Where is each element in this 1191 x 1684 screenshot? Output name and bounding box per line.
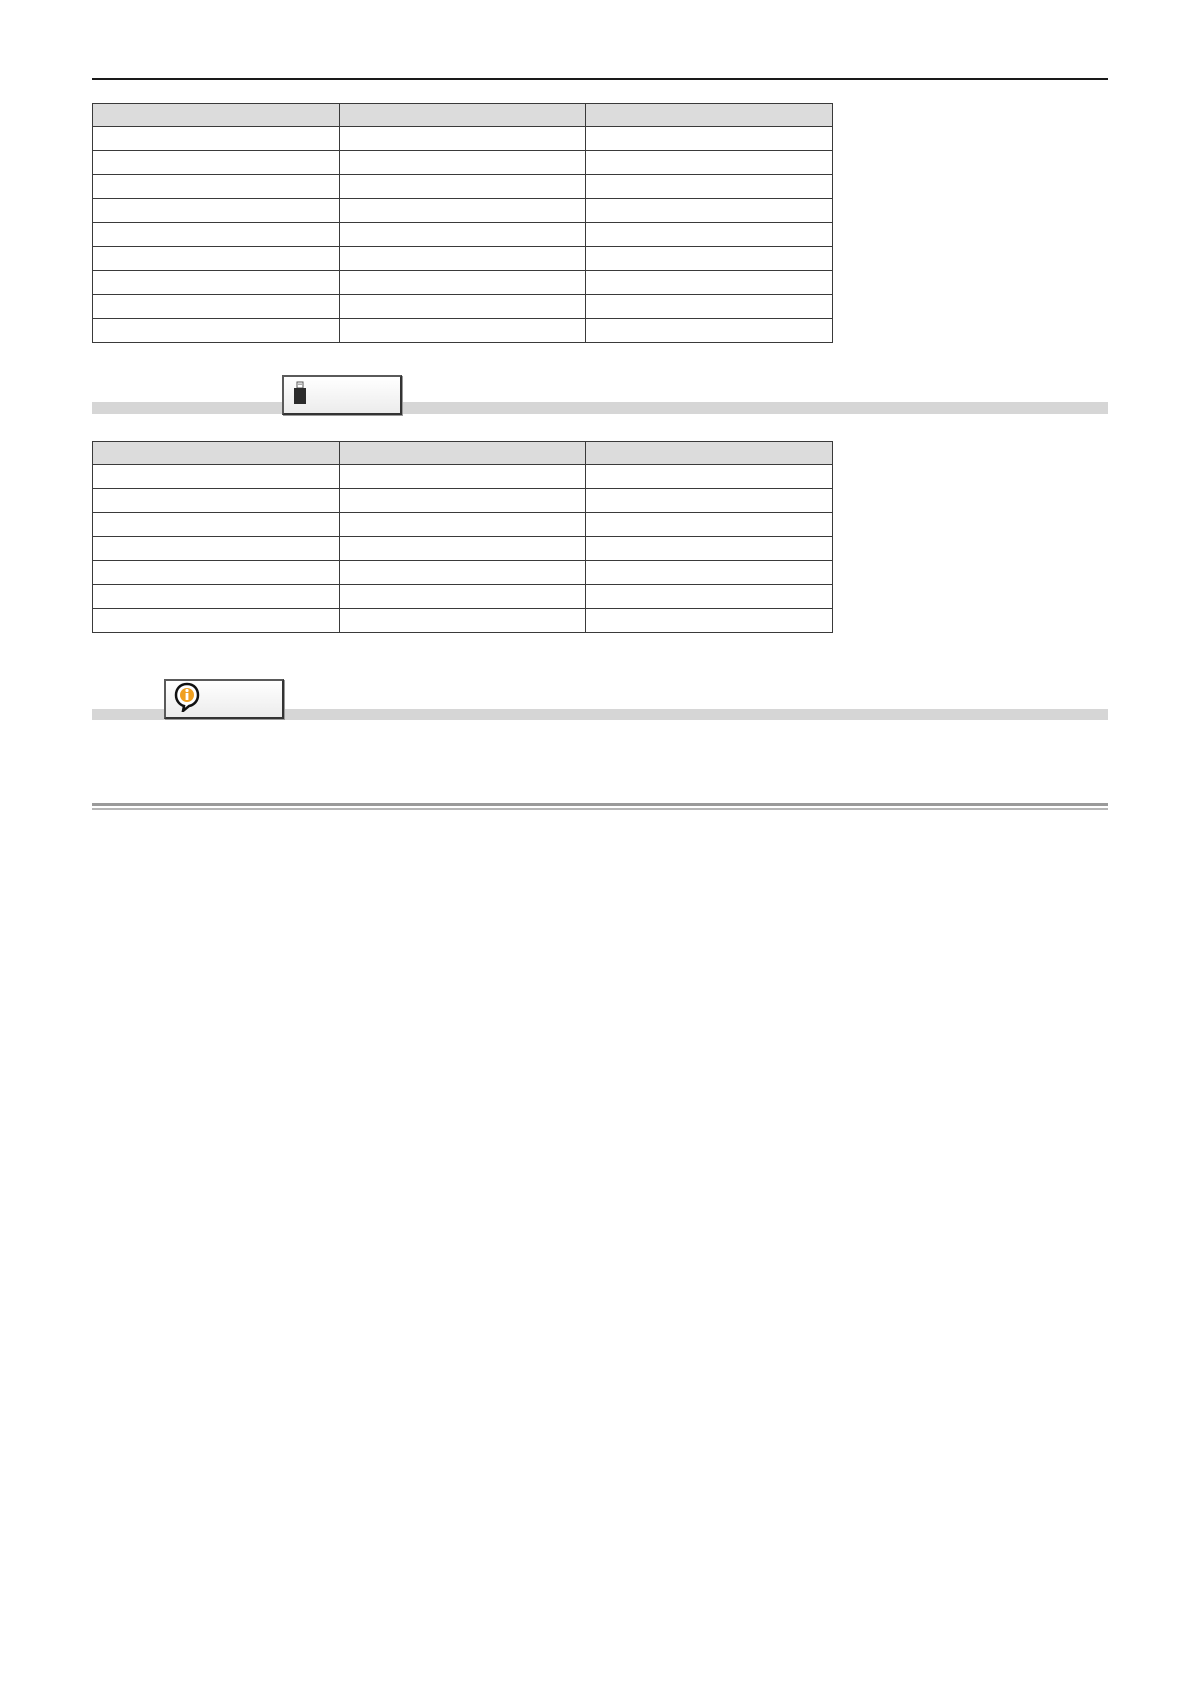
table-header-row	[93, 442, 833, 465]
table-cell	[93, 271, 340, 295]
table-cell	[586, 561, 833, 585]
table-row	[93, 489, 833, 513]
table-cell	[339, 295, 586, 319]
table-cell	[339, 151, 586, 175]
table-cell	[586, 223, 833, 247]
table-cell	[93, 175, 340, 199]
table-header-cell	[93, 442, 340, 465]
spec-table-1	[92, 103, 833, 343]
table-row	[93, 127, 833, 151]
table-cell	[339, 513, 586, 537]
table-cell	[586, 151, 833, 175]
table-row	[93, 199, 833, 223]
table-row	[93, 319, 833, 343]
table-cell	[339, 175, 586, 199]
table-row	[93, 465, 833, 489]
spec-table-2	[92, 441, 833, 633]
table-cell	[93, 295, 340, 319]
table-row	[93, 247, 833, 271]
table-cell	[586, 199, 833, 223]
table-cell	[93, 127, 340, 151]
usb-memory-icon	[292, 381, 308, 410]
table-header-row	[93, 104, 833, 127]
table-cell	[586, 127, 833, 151]
table-cell	[339, 561, 586, 585]
table-cell	[339, 247, 586, 271]
table-cell	[586, 609, 833, 633]
table-header-cell	[586, 104, 833, 127]
table-cell	[586, 271, 833, 295]
table-cell	[93, 561, 340, 585]
table-row	[93, 223, 833, 247]
table-cell	[586, 537, 833, 561]
table-cell	[586, 295, 833, 319]
table-cell	[93, 151, 340, 175]
table-row	[93, 151, 833, 175]
info-section-tab	[164, 679, 284, 719]
table-header-cell	[93, 104, 340, 127]
table-row	[93, 537, 833, 561]
page-top-rule	[92, 78, 1108, 80]
table-cell	[339, 127, 586, 151]
table-header-cell	[586, 442, 833, 465]
table-cell	[339, 585, 586, 609]
section-divider-band	[92, 402, 1108, 414]
table-cell	[586, 175, 833, 199]
table-cell	[339, 537, 586, 561]
table-row	[93, 271, 833, 295]
table-row	[93, 295, 833, 319]
table-cell	[93, 489, 340, 513]
table-cell	[339, 199, 586, 223]
table-header-cell	[339, 104, 586, 127]
table-cell	[93, 223, 340, 247]
table-row	[93, 561, 833, 585]
table-cell	[93, 513, 340, 537]
table-header-cell	[339, 442, 586, 465]
usb-section-tab	[282, 375, 402, 415]
table-row	[93, 609, 833, 633]
table-cell	[586, 513, 833, 537]
table-cell	[93, 199, 340, 223]
table-cell	[586, 465, 833, 489]
table-cell	[93, 537, 340, 561]
table-cell	[93, 609, 340, 633]
table-cell	[339, 465, 586, 489]
table-cell	[339, 319, 586, 343]
table-row	[93, 585, 833, 609]
table-cell	[586, 489, 833, 513]
table-cell	[339, 609, 586, 633]
table-row	[93, 175, 833, 199]
table-cell	[93, 319, 340, 343]
table-cell	[586, 319, 833, 343]
info-icon	[174, 682, 200, 717]
page-bottom-rule-secondary	[92, 808, 1108, 810]
table-cell	[586, 247, 833, 271]
table-cell	[93, 247, 340, 271]
table-cell	[339, 271, 586, 295]
page-bottom-rule	[92, 803, 1108, 806]
table-row	[93, 513, 833, 537]
table-cell	[339, 223, 586, 247]
table-cell	[93, 465, 340, 489]
table-cell	[93, 585, 340, 609]
table-cell	[339, 489, 586, 513]
table-cell	[586, 585, 833, 609]
